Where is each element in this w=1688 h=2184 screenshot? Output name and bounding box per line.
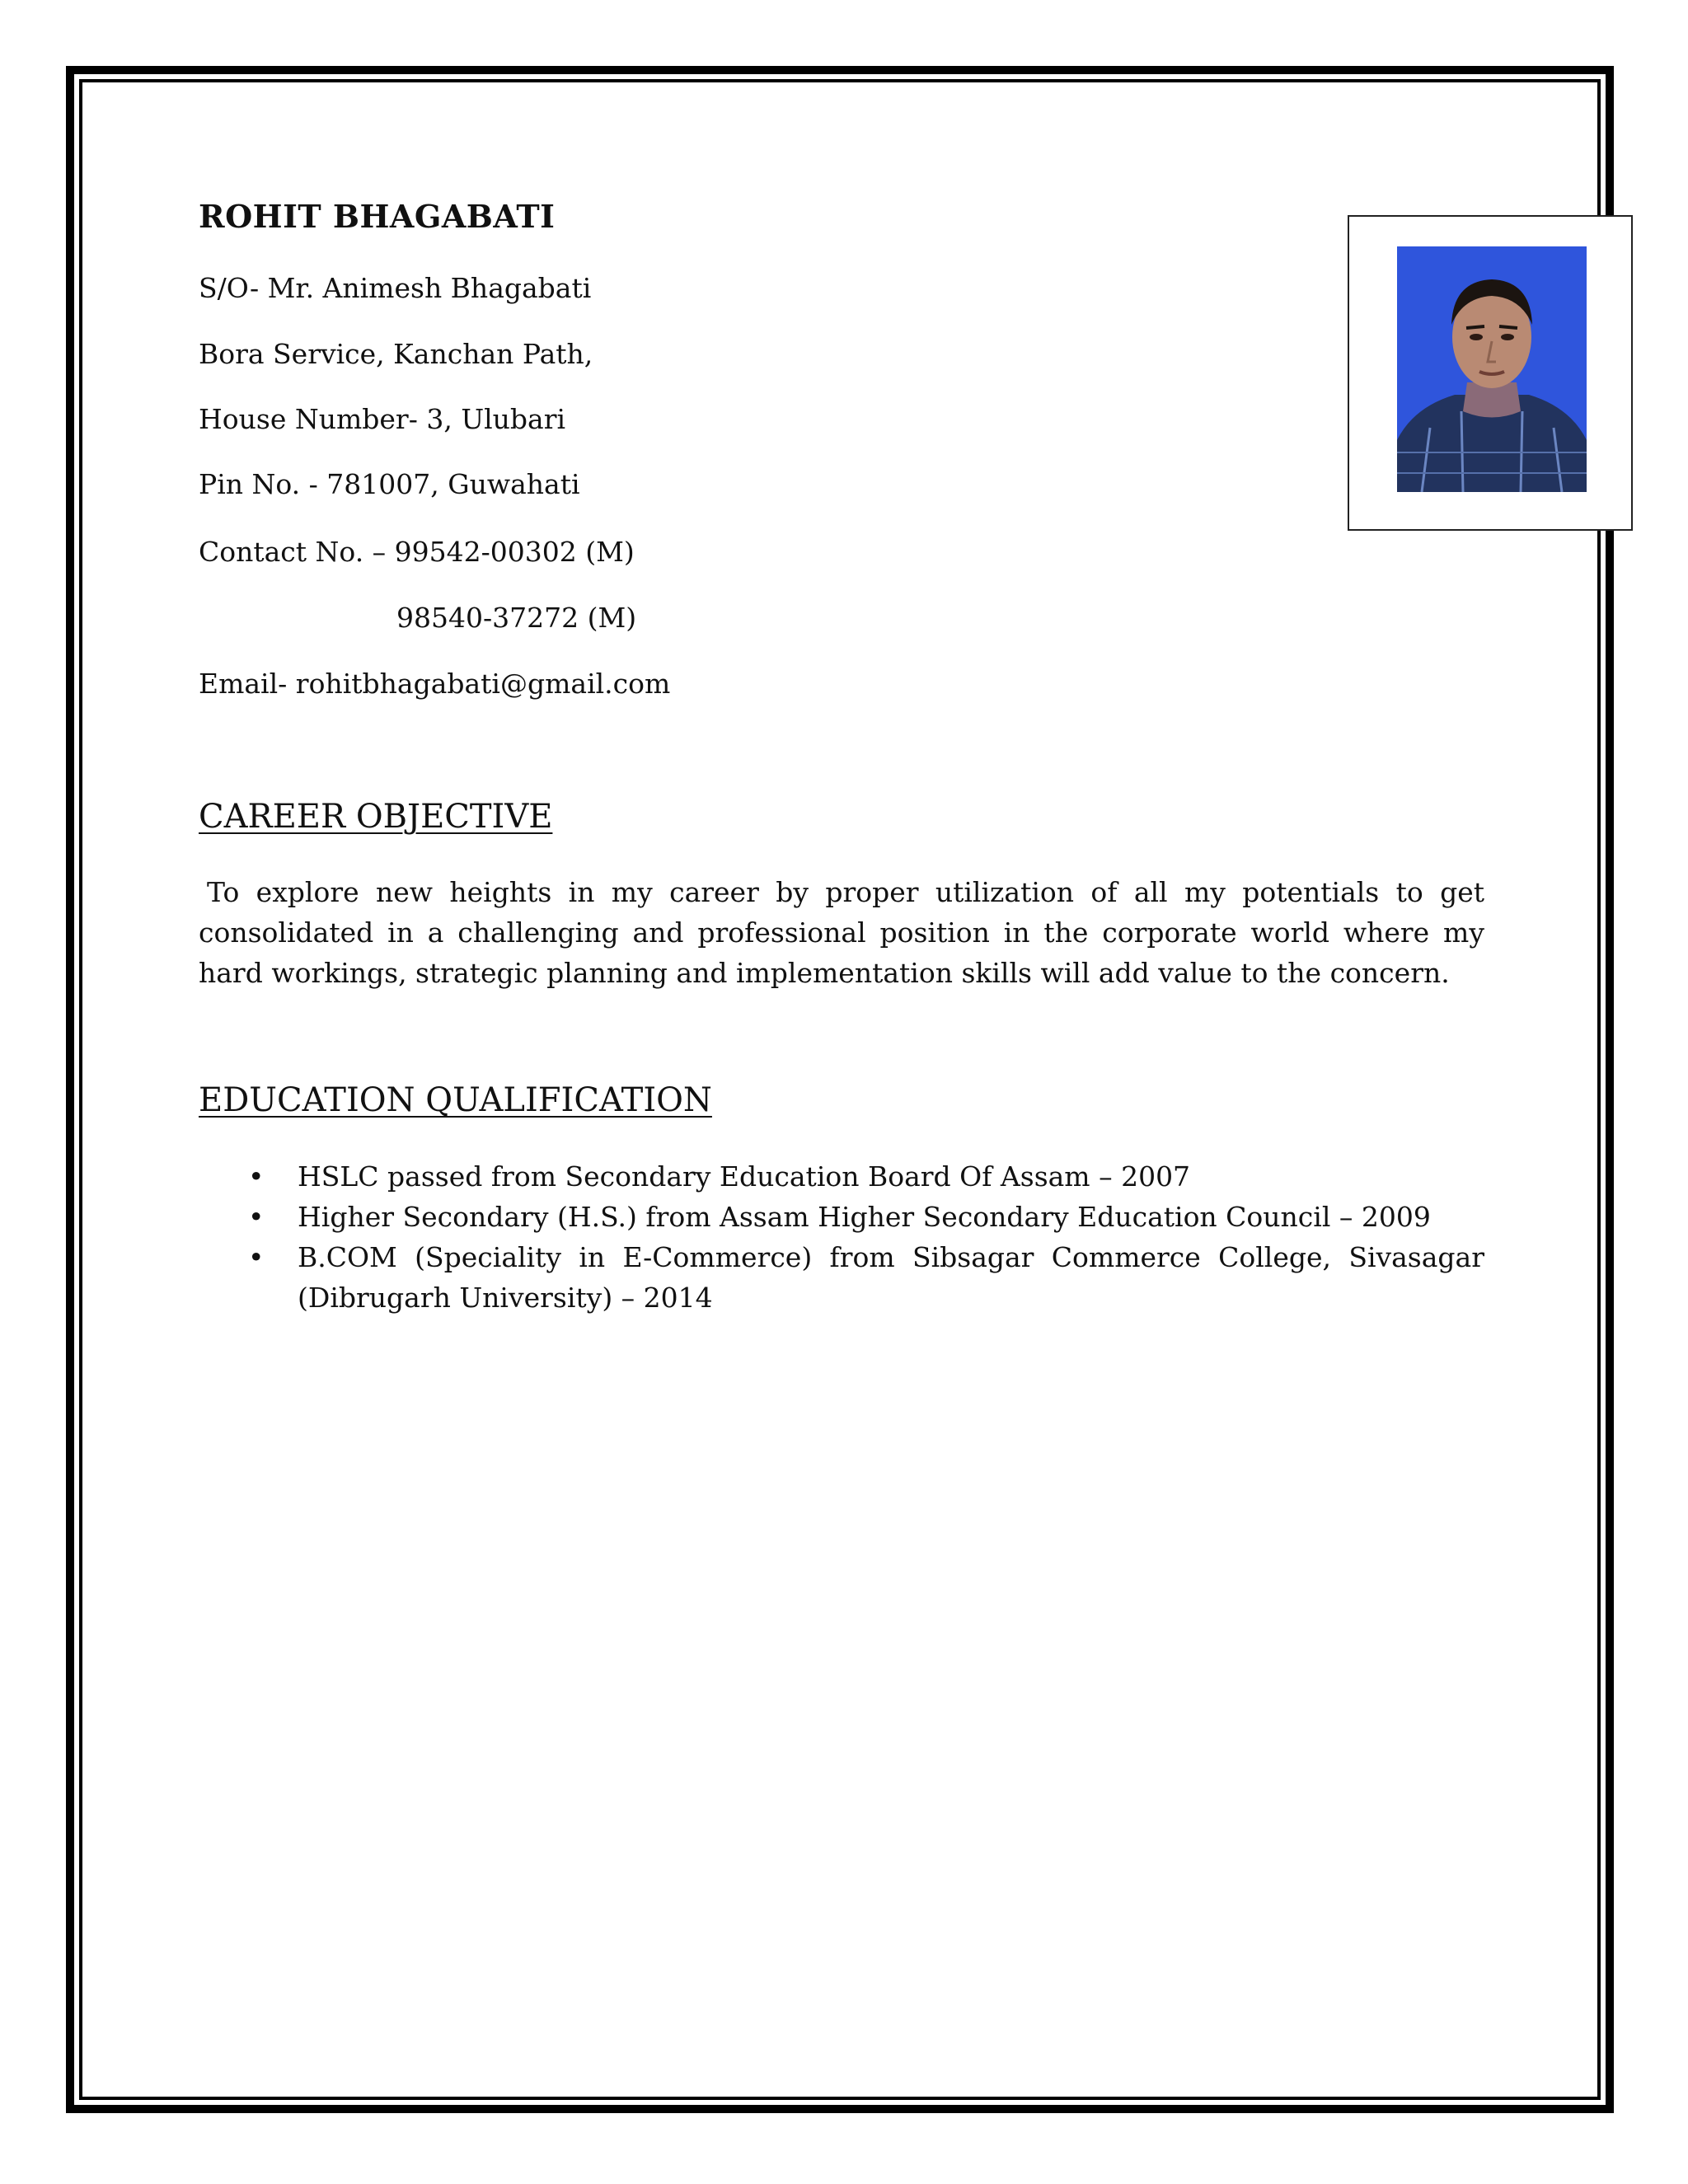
profile-photo [1397,246,1587,492]
bullet-icon: • [248,1241,265,1273]
education-item-text: B.COM (Speciality in E-Commerce) from Sibsagar Commerce College, Sivasagar (Dibrugarh University) – 2014 [298,1241,1484,1314]
address-line-2: House Number- 3, Ulubari [199,403,566,435]
career-objective-heading: CAREER OBJECTIVE [199,798,553,836]
person-portrait-icon [1397,246,1587,492]
list-item [199,1237,1484,1318]
education-heading: EDUCATION QUALIFICATION [199,1081,712,1119]
email-line: Email- rohitbhagabati@gmail.com [199,668,671,700]
pin-code-line: Pin No. - 781007, Guwahati [199,468,580,500]
contact-number-2: 98540-37272 (M) [396,602,637,634]
list-item [199,1156,1484,1197]
bullet-icon: • [248,1160,265,1193]
father-name: S/O- Mr. Animesh Bhagabati [199,272,592,304]
list-item [199,1197,1484,1237]
address-line-1: Bora Service, Kanchan Path, [199,338,593,370]
education-item-text: Higher Secondary (H.S.) from Assam Higher Secondary Education Council – 2009 [298,1201,1431,1233]
bullet-icon: • [248,1201,265,1233]
contact-number-1: Contact No. – 99542-00302 (M) [199,536,635,568]
profile-photo-frame [1348,215,1633,531]
career-objective-text: To explore new heights in my career by proper utilization of all my potentials to get consolidated in a challenging and professional position in the corporate world where my hard workings, strategic planning and implementation skills will add value to the concern. [199,876,1484,989]
candidate-name: ROHIT BHAGABATI [199,198,556,235]
education-item-text: HSLC passed from Secondary Education Board Of Assam – 2007 [298,1160,1191,1193]
education-list [199,1156,1484,1318]
